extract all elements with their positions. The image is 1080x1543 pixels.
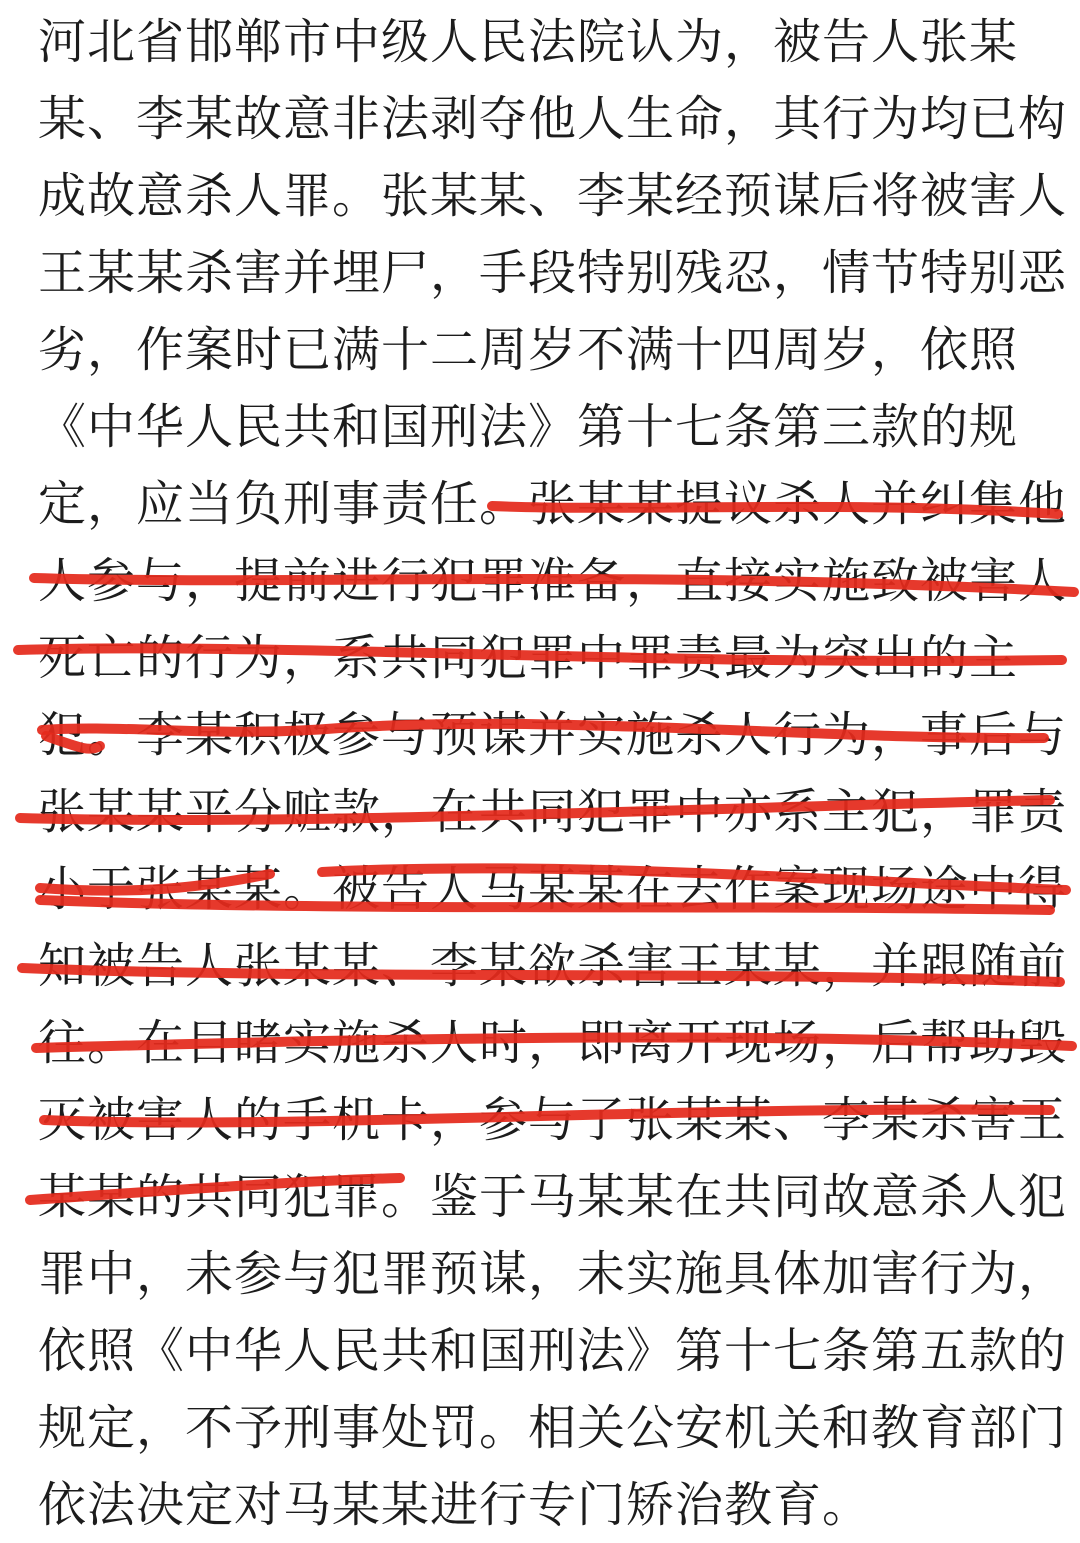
- text-line: 依照《中华人民共和国刑法》第十七条第五款的: [38, 1323, 1068, 1379]
- text-line: 人参与，提前进行犯罪准备，直接实施致被害人: [38, 553, 1068, 609]
- text-line: 犯。李某积极参与预谋并实施杀人行为，事后与: [38, 707, 1068, 763]
- text-line: 某、李某故意非法剥夺他人生命，其行为均已构: [38, 91, 1068, 147]
- text-line: 成故意杀人罪。张某某、李某经预谋后将被害人: [38, 168, 1068, 224]
- text-line: 规定，不予刑事处罚。相关公安机关和教育部门: [38, 1400, 1068, 1456]
- text-line: 依法决定对马某某进行专门矫治教育。: [38, 1477, 872, 1533]
- text-line: 定，应当负刑事责任。张某某提议杀人并纠集他: [38, 476, 1068, 532]
- text-line: 某某的共同犯罪。鉴于马某某在共同故意杀人犯: [38, 1169, 1068, 1225]
- text-line: 知被告人张某某、李某欲杀害王某某，并跟随前: [38, 938, 1068, 994]
- text-line: 往。在目睹实施杀人时，即离开现场，后帮助毁: [38, 1015, 1068, 1071]
- text-line: 王某某杀害并埋尸，手段特别残忍，情节特别恶: [38, 245, 1068, 301]
- text-line: 《中华人民共和国刑法》第十七条第三款的规: [38, 399, 1019, 455]
- text-line: 死亡的行为，系共同犯罪中罪责最为突出的主: [38, 630, 1019, 686]
- text-line: 河北省邯郸市中级人民法院认为，被告人张某: [38, 14, 1019, 70]
- text-line: 罪中，未参与犯罪预谋，未实施具体加害行为，: [38, 1246, 1068, 1302]
- text-line: 灭被害人的手机卡，参与了张某某、李某杀害王: [38, 1092, 1068, 1148]
- text-line: 小于张某某。被告人马某某在去作案现场途中得: [38, 861, 1068, 917]
- text-line: 张某某平分赃款，在共同犯罪中亦系主犯，罪责: [38, 784, 1068, 840]
- text-line: 劣，作案时已满十二周岁不满十四周岁，依照: [38, 322, 1019, 378]
